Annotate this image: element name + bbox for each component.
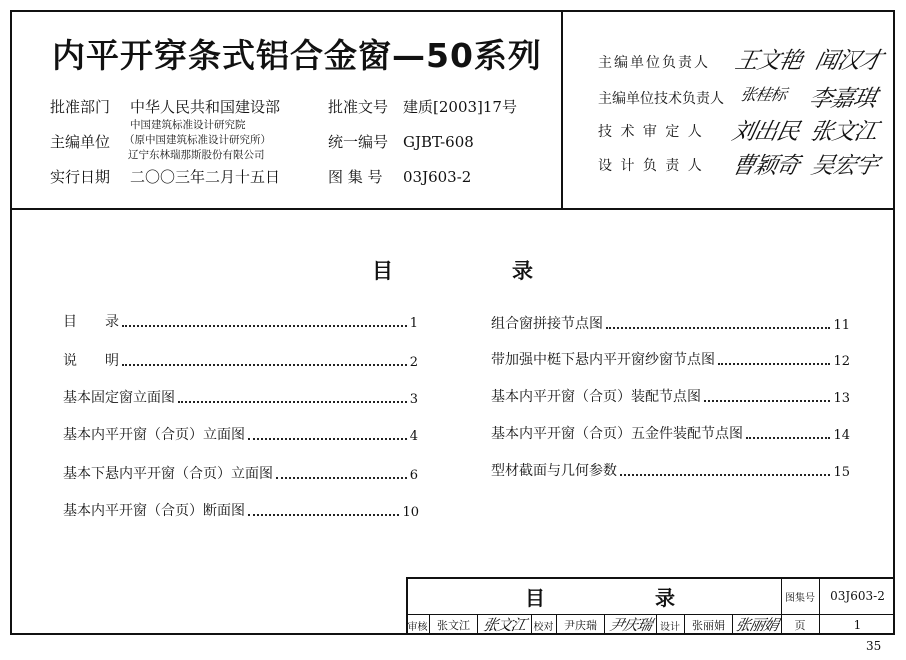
toc-entry[interactable] [491, 349, 850, 369]
toc-entry-page: 1 [409, 316, 418, 331]
title-block-atlas-value: 03J603-2 [830, 589, 885, 603]
page-number: 35 [866, 639, 882, 653]
header-vertical-divider [561, 10, 563, 209]
editor-unit-line-3: 辽宁东林瑞那斯股份有限公司 [128, 149, 265, 161]
toc-entry-page: 12 [833, 354, 850, 369]
toc-heading-left: 目 [372, 259, 393, 283]
resp-label-chief-editor: 主编单位负责人 [598, 55, 710, 71]
toc-entry[interactable] [63, 463, 418, 483]
toc-entry-page: 15 [833, 465, 850, 480]
unified-no: GJBT-608 [403, 133, 474, 151]
toc-leader [248, 514, 399, 516]
signature-tech-head-1: 张桂标 [738, 85, 788, 104]
title-block-check-label: 校对 [533, 621, 554, 633]
signature-tech-review-1: 刘出民 [729, 119, 802, 145]
title-block-design-signature: 张丽娟 [733, 615, 780, 634]
header-divider [10, 208, 895, 210]
title-block-atlas-label: 图集号 [785, 592, 815, 604]
atlas-no: 03J603-2 [403, 168, 472, 186]
editor-unit-label: 主编单位 [50, 133, 111, 151]
effective-date-label: 实行日期 [50, 168, 111, 186]
title-block-title-left: 目 [525, 585, 545, 610]
signature-tech-review-2: 张文江 [807, 119, 880, 145]
editor-unit-line-1: 中国建筑标准设计研究院 [130, 119, 246, 131]
toc-entry[interactable] [491, 460, 850, 480]
approval-dept: 中华人民共和国建设部 [130, 98, 281, 116]
effective-date: 二〇〇三年二月十五日 [130, 168, 281, 186]
title-block-page-value: 1 [853, 618, 862, 632]
toc-leader [122, 364, 407, 366]
toc-entry[interactable] [491, 423, 850, 443]
toc-entry-label: 说 明 [63, 353, 119, 369]
toc-entry-page: 4 [409, 429, 418, 444]
toc-entry[interactable] [63, 350, 418, 370]
toc-entry-page: 14 [833, 428, 850, 443]
toc-entry-label: 型材截面与几何参数 [491, 463, 617, 479]
toc-leader [746, 437, 830, 439]
toc-entry[interactable] [491, 386, 850, 406]
signature-tech-head-2: 李嘉琪 [806, 86, 879, 112]
unified-no-label: 统一编号 [328, 133, 389, 151]
toc-entry-label: 目 录 [63, 314, 119, 330]
title-block-review-name: 张文江 [437, 619, 470, 632]
toc-entry-page: 3 [409, 392, 418, 407]
toc-entry-label: 基本内平开窗（合页）装配节点图 [491, 389, 701, 405]
signature-chief-editor-2: 闻汉才 [812, 48, 885, 74]
signature-design-head-1: 曹颖奇 [729, 153, 802, 179]
toc-entry-page: 10 [402, 505, 419, 520]
toc-leader [178, 401, 407, 403]
resp-label-tech-head: 主编单位技术负责人 [598, 91, 724, 107]
toc-leader [620, 474, 830, 476]
title-block-design-name: 张丽娟 [692, 619, 725, 632]
title-block-design-label: 设计 [660, 621, 680, 633]
toc-entry-page: 11 [833, 318, 850, 333]
toc-leader [606, 327, 830, 329]
toc-entry-page: 6 [409, 468, 418, 483]
approval-no-label: 批准文号 [328, 98, 389, 116]
resp-label-tech-review: 技 术 审 定 人 [598, 124, 704, 140]
approval-dept-label: 批准部门 [50, 98, 111, 116]
title-block-review-signature: 张文江 [481, 615, 528, 634]
toc-leader [122, 325, 407, 327]
toc-entry[interactable] [63, 387, 418, 407]
toc-leader [276, 477, 407, 479]
toc-leader [718, 363, 830, 365]
signature-chief-editor-1: 王文艳 [732, 48, 805, 74]
toc-entry-label: 基本内平开窗（合页）立面图 [63, 427, 245, 443]
toc-entry[interactable] [491, 313, 850, 333]
title-block-check-name: 尹庆瑞 [564, 619, 597, 632]
resp-label-design-head: 设 计 负 责 人 [598, 158, 704, 174]
toc-entry-page: 13 [833, 391, 850, 406]
toc-entry[interactable] [63, 500, 419, 520]
title-block-title-right: 录 [655, 585, 675, 610]
signature-design-head-2: 吴宏宇 [808, 153, 881, 179]
toc-entry-label: 基本下悬内平开窗（合页）立面图 [63, 466, 273, 482]
toc-entry-label: 带加强中梃下悬内平开窗纱窗节点图 [491, 352, 715, 368]
toc-entry-page: 2 [409, 355, 418, 370]
title-block-review-label: 审核 [407, 621, 428, 633]
toc-entry[interactable] [63, 424, 418, 444]
toc-entry-label: 组合窗拼接节点图 [491, 316, 603, 332]
toc-entry-label: 基本固定窗立面图 [63, 390, 175, 406]
toc-entry[interactable] [63, 311, 418, 331]
toc-heading-right: 录 [512, 259, 533, 283]
toc-leader [248, 438, 407, 440]
approval-no: 建质[2003]17号 [403, 98, 517, 116]
toc-entry-label: 基本内平开窗（合页）五金件装配节点图 [491, 426, 743, 442]
title-block-check-signature: 尹庆瑞 [607, 615, 654, 634]
toc-leader [704, 400, 830, 402]
atlas-no-label: 图 集 号 [328, 168, 383, 186]
document-title: 内平开穿条式铝合金窗—50系列 [52, 36, 542, 75]
title-block-page-label: 页 [794, 619, 806, 632]
toc-entry-label: 基本内平开窗（合页）断面图 [63, 503, 245, 519]
editor-unit-line-2: （原中国建筑标准设计研究所） [124, 134, 271, 146]
